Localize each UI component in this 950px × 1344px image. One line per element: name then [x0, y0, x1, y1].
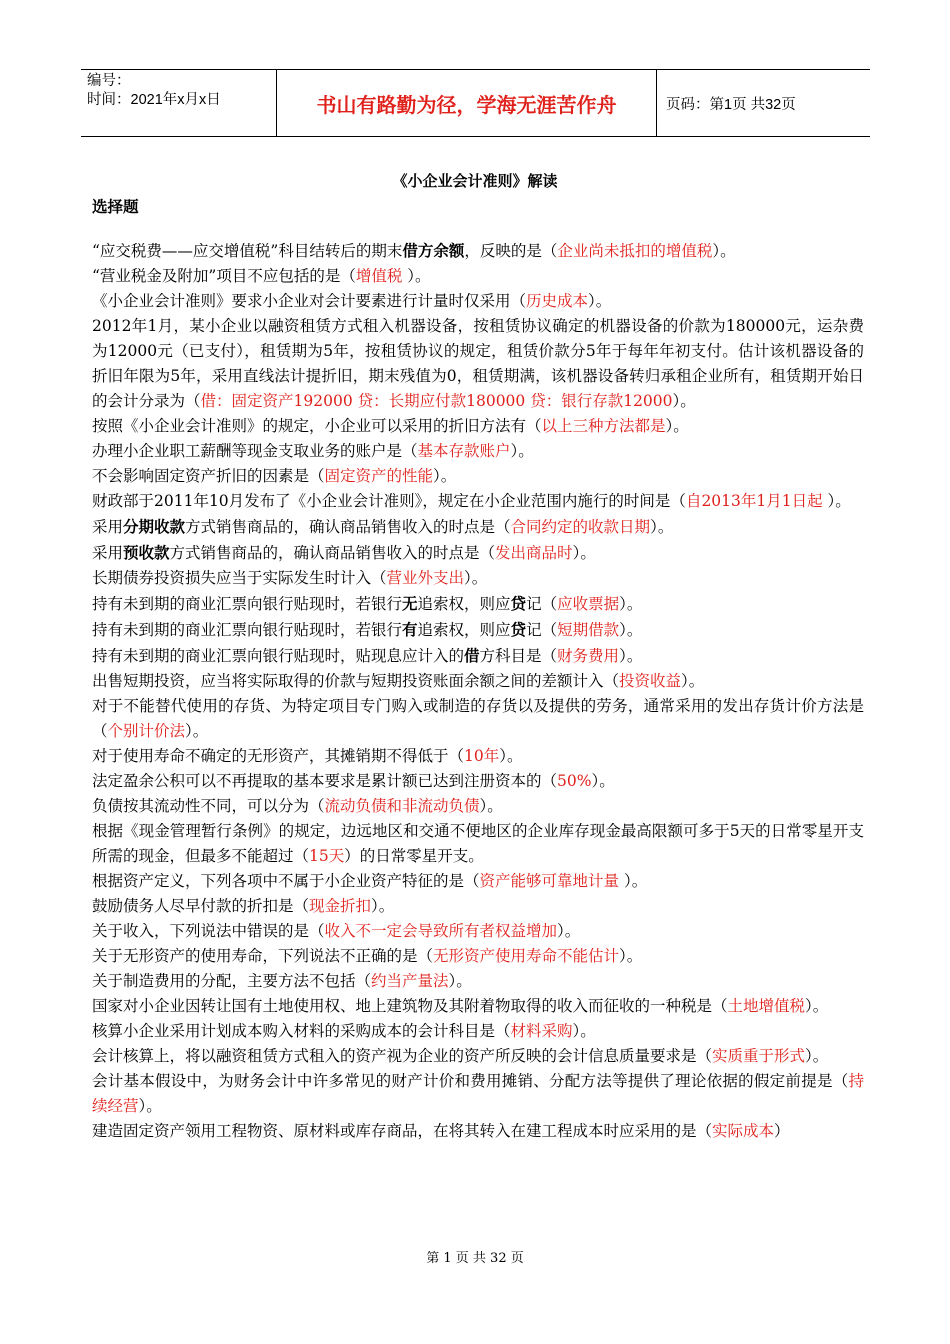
question-text: ）。 — [557, 922, 581, 940]
answer-text: 资产能够可靠地计量 — [479, 872, 624, 890]
question-text: ）。 — [650, 518, 674, 536]
emphasis-text: 预收款 — [123, 543, 170, 562]
question-item — [92, 919, 864, 944]
answer-text: 借：固定资产192000 贷：长期应付款180000 贷：银行存款12000 — [200, 392, 673, 410]
section-heading: 选择题 — [92, 197, 139, 216]
emphasis-text: 借 — [464, 646, 480, 665]
answer-text: 15天 — [309, 847, 345, 865]
question-item — [92, 566, 864, 591]
question-text: ）。 — [672, 392, 696, 410]
answer-text: 发出商品时 — [495, 544, 573, 562]
answer-text: 现金折扣 — [309, 897, 372, 915]
question-text: 不会影响固定资产折旧的因素是（ — [92, 467, 325, 485]
emphasis-text: 借方余额 — [402, 241, 465, 260]
question-text: 鼓励债务人尽早付款的折扣是（ — [92, 897, 310, 915]
answer-text: 收入不一定会导致所有者权益增加 — [324, 922, 558, 940]
question-text: ）。 — [185, 722, 209, 740]
question-text: 国家对小企业因转让国有土地使用权、地上建筑物及其附着物取得的收入而征收的一种税是（ — [92, 997, 728, 1015]
question-text: 记（ — [526, 595, 558, 613]
question-text: ）。 — [712, 242, 736, 260]
question-text: ）。 — [407, 267, 431, 285]
question-text: ）。 — [591, 772, 615, 790]
question-item — [92, 514, 864, 540]
question-item — [92, 819, 864, 869]
emphasis-text: 贷 — [510, 594, 527, 613]
question-item — [92, 794, 864, 819]
answer-text: 实质重于形式 — [712, 1047, 806, 1065]
answer-text: 约当产量法 — [371, 972, 449, 990]
question-text: 《小企业会计准则》要求小企业对会计要素进行计量时仅采用（ — [92, 292, 527, 310]
question-text: 建造固定资产领用工程物资、原材料或库存商品，在将其转入在建工程成本时应采用的是（ — [92, 1122, 713, 1140]
header-meta — [81, 70, 277, 136]
question-text: 采用 — [92, 544, 124, 562]
question-text: ）。 — [499, 747, 523, 765]
answer-text: 实际成本 — [712, 1122, 775, 1140]
question-text: ）。 — [805, 997, 829, 1015]
question-item — [92, 414, 864, 439]
question-text: ）。 — [619, 595, 643, 613]
question-text: ）。 — [827, 492, 851, 510]
answer-text: 50% — [557, 772, 592, 790]
question-text: 根据资产定义，下列各项中不属于小企业资产特征的是（ — [92, 872, 480, 890]
header-motto: 书山有路勤为径，学海无涯苦作舟 — [277, 70, 657, 136]
question-text: ）。 — [138, 1097, 162, 1115]
question-text: 对于使用寿命不确定的无形资产，其摊销期不得低于（ — [92, 747, 465, 765]
question-text: 办理小企业职工薪酬等现金支取业务的账户是（ — [92, 442, 418, 460]
answer-text: 投资收益 — [619, 672, 682, 690]
question-text: 会计核算上，将以融资租赁方式租入的资产视为企业的资产所反映的会计信息质量要求是（ — [92, 1047, 713, 1065]
question-item — [92, 264, 864, 289]
page-footer: 第 1 页 共 32 页 — [426, 1251, 524, 1266]
answer-text: 土地增值税 — [727, 997, 806, 1015]
answer-text: 合同约定的收款日期 — [510, 518, 651, 536]
page-header — [81, 69, 870, 137]
question-item — [92, 540, 864, 566]
answer-text: 个别计价法 — [107, 722, 186, 740]
header-page-info: 页码：第1页 共32页 — [666, 96, 796, 113]
question-item — [92, 238, 864, 264]
question-text: ）。 — [371, 897, 395, 915]
question-text: ）。 — [433, 467, 457, 485]
question-text: ）。 — [479, 797, 503, 815]
emphasis-text: 无 — [402, 594, 418, 613]
answer-text: 自2013年1月1日起 — [685, 492, 828, 510]
question-item — [92, 617, 864, 643]
question-text: ）。 — [572, 544, 596, 562]
answer-text: 10年 — [464, 747, 500, 765]
question-item — [92, 591, 864, 617]
answer-text: 应收票据 — [557, 595, 620, 613]
question-item — [92, 969, 864, 994]
question-text: ）的日常零星开支。 — [344, 847, 484, 865]
question-text: ）。 — [619, 947, 643, 965]
question-text: ）。 — [619, 647, 643, 665]
answer-text: 以上三种方法都是 — [541, 417, 666, 435]
question-text: 方科目是（ — [479, 647, 558, 665]
question-text: 负债按其流动性不同，可以分为（ — [92, 797, 325, 815]
question-text: 法定盈余公积可以不再提取的基本要求是累计额已达到注册资本的（ — [92, 772, 558, 790]
question-item — [92, 464, 864, 489]
question-item — [92, 643, 864, 669]
question-item — [92, 1044, 864, 1069]
question-text: 长期债券投资损失应当于实际发生时计入（ — [92, 569, 387, 587]
document-number-label: 编号： — [87, 73, 131, 89]
question-text: 方式销售商品的，确认商品销售收入的时点是（ — [169, 544, 496, 562]
question-text: 按照《小企业会计准则》的规定，小企业可以采用的折旧方法有（ — [92, 417, 542, 435]
answer-text: 增值税 — [355, 267, 408, 285]
question-item — [92, 744, 864, 769]
answer-text: 基本存款账户 — [417, 442, 511, 460]
question-text: 2012年1月，某小企业以融资租赁方式租入机器设备，按租赁协议确定的机器设备的价款为180000元，运杂费为12000元（已支付），租赁期为5年，按租赁协议的规定，租赁价款分5年于每年年初支付。估计该机器设备的折旧年限为5年，采用直线法计提折旧，期末残值为0，租赁期满，该机器设备转归承租企业所有，租赁期开始日的会计分录为（ — [92, 317, 864, 410]
question-item — [92, 289, 864, 314]
question-text: ）。 — [448, 972, 472, 990]
question-text: 关于无形资产的使用寿命，下列说法不正确的是（ — [92, 947, 434, 965]
question-text: 财政部于2011年10月发布了《小企业会计准则》，规定在小企业范围内施行的时间是（ — [92, 492, 686, 510]
question-text: ）。 — [805, 1047, 829, 1065]
question-text: ）。 — [619, 621, 643, 639]
question-item — [92, 1069, 864, 1119]
question-text: ）。 — [623, 872, 648, 890]
answer-text: 企业尚未抵扣的增值税 — [557, 242, 713, 260]
question-text: ）。 — [464, 569, 488, 587]
question-text: ）。 — [572, 1022, 596, 1040]
question-item — [92, 1119, 864, 1144]
question-text: ）。 — [510, 442, 534, 460]
question-item — [92, 489, 864, 514]
question-text: 持有未到期的商业汇票向银行贴现时，贴现息应计入的 — [92, 647, 465, 665]
question-text: 会计基本假设中，为财务会计中许多常见的财产计价和费用摊销、分配方法等提供了理论依据的假定前提是（ — [92, 1072, 849, 1090]
answer-text: 材料采购 — [510, 1022, 573, 1040]
question-text: 追索权，则应 — [417, 621, 511, 639]
question-text: ） — [774, 1122, 790, 1140]
emphasis-text: 分期收款 — [123, 517, 186, 536]
question-text: ）。 — [588, 292, 612, 310]
question-item — [92, 1019, 864, 1044]
emphasis-text: 贷 — [510, 620, 527, 639]
question-text: 持有未到期的商业汇票向银行贴现时，若银行 — [92, 595, 403, 613]
question-item — [92, 769, 864, 794]
question-text: 采用 — [92, 518, 124, 536]
question-text: ）。 — [681, 672, 705, 690]
question-text: 持有未到期的商业汇票向银行贴现时，若银行 — [92, 621, 403, 639]
question-text: 方式销售商品的，确认商品销售收入的时点是（ — [185, 518, 511, 536]
question-text: ，反映的是（ — [464, 242, 558, 260]
emphasis-text: 有 — [402, 620, 418, 639]
answer-text: 营业外支出 — [386, 569, 465, 587]
question-item — [92, 994, 864, 1019]
question-text: 记（ — [526, 621, 558, 639]
question-item — [92, 694, 864, 744]
question-text: 出售短期投资，应当将实际取得的价款与短期投资账面余额之间的差额计入（ — [92, 672, 620, 690]
answer-text: 财务费用 — [557, 647, 620, 665]
document-date: 时间：2021年x月x日 — [87, 92, 221, 108]
question-item — [92, 439, 864, 464]
question-item — [92, 669, 864, 694]
question-text: 追索权，则应 — [417, 595, 511, 613]
question-text: ）。 — [665, 417, 689, 435]
question-text: 核算小企业采用计划成本购入材料的采购成本的会计科目是（ — [92, 1022, 511, 1040]
question-item — [92, 944, 864, 969]
question-item — [92, 894, 864, 919]
question-item — [92, 869, 864, 894]
question-list — [92, 238, 864, 1144]
answer-text: 流动负债和非流动负债 — [324, 797, 480, 815]
question-text: “应交税费——应交增值税”科目结转后的期末 — [92, 242, 403, 260]
question-text: 关于收入，下列说法中错误的是（ — [92, 922, 325, 940]
answer-text: 历史成本 — [526, 292, 589, 310]
question-text: “营业税金及附加”项目不应包括的是（ — [92, 267, 356, 285]
question-text: 根据《现金管理暂行条例》的规定，边远地区和交通不便地区的企业库存现金最高限额可多于5天的日常零星开支所需的现金，但最多不能超过（ — [92, 822, 864, 865]
answer-text: 短期借款 — [557, 621, 620, 639]
question-text: 关于制造费用的分配，主要方法不包括（ — [92, 972, 372, 990]
question-item — [92, 314, 864, 414]
document-title: 《小企业会计准则》解读 — [392, 172, 558, 190]
answer-text: 固定资产的性能 — [324, 467, 434, 485]
question-text: 对于不能替代使用的存货、为特定项目专门购入或制造的存货以及提供的劳务，通常采用的发出存货计价方法是（ — [92, 697, 864, 740]
answer-text: 持续经营 — [92, 1072, 864, 1115]
answer-text: 无形资产使用寿命不能估计 — [433, 947, 620, 965]
